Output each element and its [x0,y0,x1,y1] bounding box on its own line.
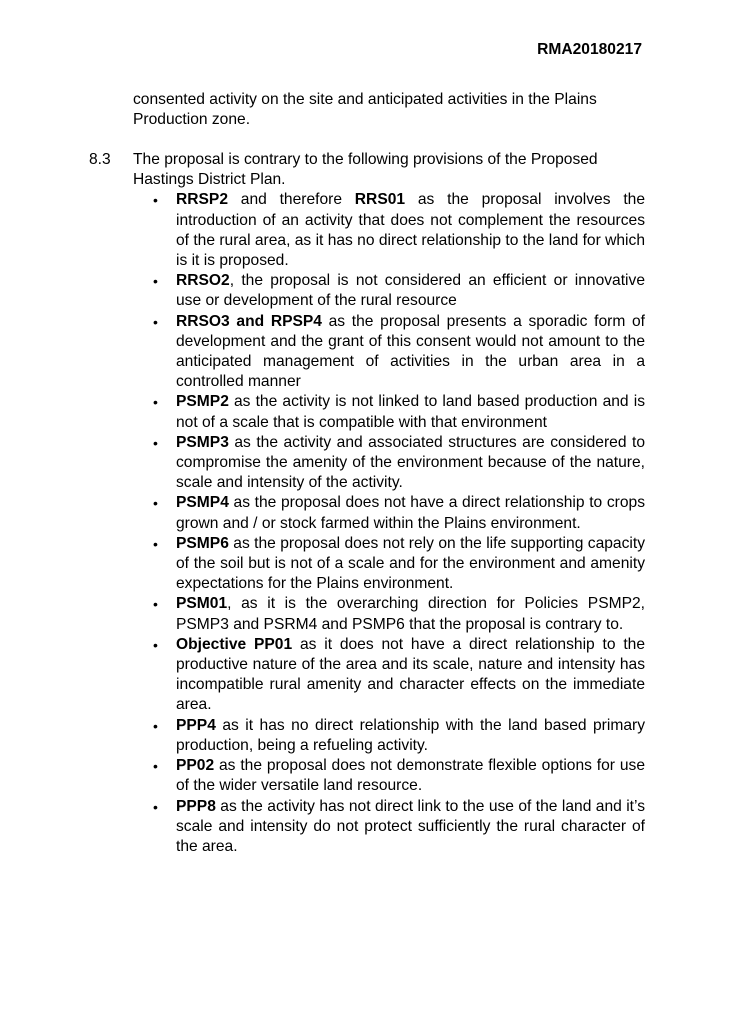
bullet-icon: • [153,495,158,512]
provision-term: PSMP2 [176,393,229,411]
bullet-icon: • [153,535,158,552]
provision-term: PPP8 [176,797,216,815]
provision-term: Objective PP01 [176,635,293,653]
list-item [153,312,645,393]
list-item [153,716,645,756]
section-8-3 [89,150,645,857]
bullet-icon: • [153,596,158,613]
bullet-icon: • [153,192,158,209]
list-item [153,392,645,432]
provision-text: , as it is the overarching direction for Policies PSMP2, PSMP3 and PSRM4 and PSMP6 that the proposal is contrary to. [176,595,645,633]
list-item [153,797,645,858]
provision-term: RRSP2 [176,191,228,209]
bullet-icon: • [153,798,158,815]
list-item [153,756,645,796]
provision-text: , the proposal is not considered an efficient or innovative use or development of the rural resource [176,272,645,310]
list-item [153,433,645,494]
continuation-paragraph: consented activity on the site and anticipated activities in the Plains Production zone. [133,91,597,129]
provision-text: as it does not have a direct relationship to the productive nature of the area and its scale, nature and intensity has incompatible rural amenity and character effects on the immediate area. [176,635,645,714]
provision-term-secondary: RRS01 [354,191,406,209]
provision-text: and therefore [228,191,355,209]
bullet-icon: • [153,394,158,411]
provision-term: PSMP3 [176,433,229,451]
bullet-icon: • [153,313,158,330]
provision-text: as the activity is not linked to land based production and is not of a scale that is compatible with that environment [176,393,645,431]
bullet-icon: • [153,636,158,653]
list-item [153,594,645,634]
provisions-list [89,190,645,857]
provision-term: PPP4 [176,716,216,734]
provision-text: as it has no direct relationship with the land based primary production, being a refueling activity. [176,716,645,754]
provision-text-continued: as the proposal involves the introduction of an activity that does not complement the resources of the rural area, as it has no direct relationship to the land for which is it is proposed. [176,191,645,270]
section-intro: The proposal is contrary to the following provisions of the Proposed Hastings District Plan. [133,151,598,189]
bullet-icon: • [153,434,158,451]
bullet-icon: • [153,273,158,290]
list-item [153,534,645,595]
list-item [153,635,645,716]
bullet-icon: • [153,758,158,775]
list-item [153,271,645,311]
document-reference: RMA20180217 [537,41,642,58]
list-item [153,190,645,271]
provision-term: PSMP4 [176,494,229,512]
provision-text: as the proposal does not demonstrate flexible options for use of the wider versatile land resource. [176,757,645,795]
provision-term: PSMP6 [176,534,229,552]
provision-term: PP02 [176,757,215,775]
provision-text: as the proposal presents a sporadic form of development and the grant of this consent would not amount to the anticipated management of activities in the urban area in a controlled manner [176,312,645,391]
section-number: 8.3 [89,151,111,168]
provision-text: as the activity and associated structures are considered to compromise the amenity of the environment because of the nature, scale and intensity of the activity. [176,433,645,492]
provision-text: as the proposal does not rely on the life supporting capacity of the soil but is not of a scale and for the environment and amenity expectations for the Plains environment. [176,534,645,593]
provision-term: PSM01 [176,595,228,613]
list-item [153,493,645,533]
bullet-icon: • [153,717,158,734]
provision-text: as the activity has not direct link to the use of the land and it’s scale and intensity do not protect sufficiently the rural character of the area. [176,797,645,855]
provision-term: RRSO3 and RPSP4 [176,312,322,330]
provision-term: RRSO2 [176,272,230,290]
provision-text: as the proposal does not have a direct relationship to crops grown and / or stock farmed within the Plains environment. [176,494,645,532]
